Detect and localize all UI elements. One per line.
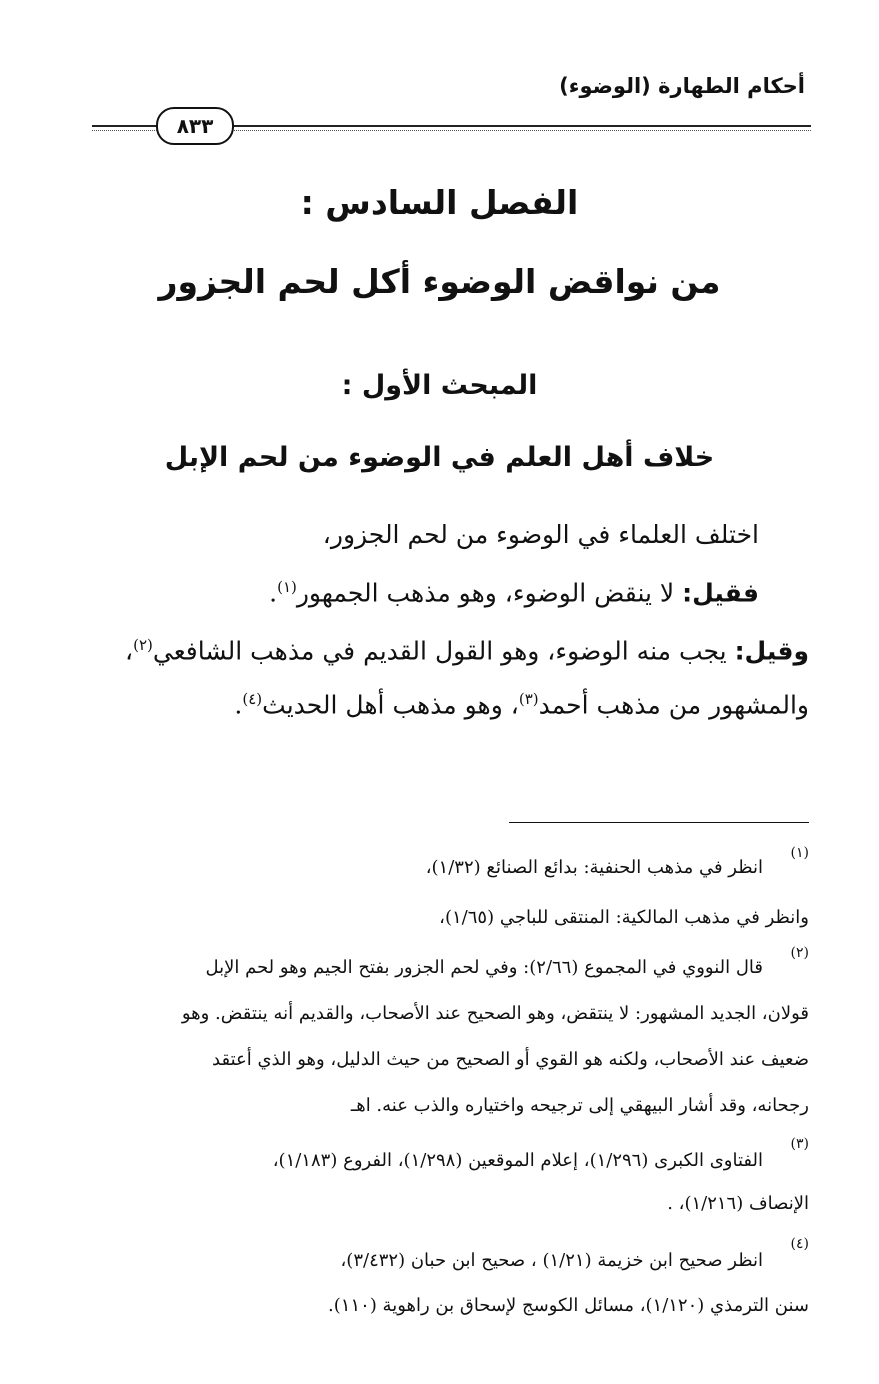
footnote-4-line-2: سنن الترمذي (١/١٢٠)، مسائل الكوسج لإسحاق بن راهوية (١١٠). bbox=[328, 1295, 809, 1316]
section-title: خلاف أهل العلم في الوضوء من لحم الإبل bbox=[164, 442, 715, 473]
body-line-1: اختلف العلماء في الوضوء من لحم الجزور، bbox=[322, 520, 759, 549]
body-line-3 bbox=[125, 636, 809, 665]
body-text: ، وهو مذهب أهل الحديث bbox=[262, 690, 519, 720]
footnote-3-line-2: الإنصاف (١/٢١٦)، . bbox=[667, 1193, 809, 1214]
footnote-2-line-3: ضعيف عند الأصحاب، ولكنه هو القوي أو الصحيح من حيث الدليل، وهو الذي أعتقد bbox=[212, 1049, 809, 1070]
footnote-2-line-1: قال النووي في المجموع (٢/٦٦): وفي لحم الجزور بفتح الجيم وهو لحم الإبل bbox=[205, 957, 763, 978]
footnote-2-mark: (٢) bbox=[790, 945, 809, 961]
body-punct: ، bbox=[125, 636, 134, 666]
body-text: والمشهور من مذهب أحمد bbox=[538, 690, 809, 720]
body-text: يجب منه الوضوء، وهو القول القديم في مذهب الشافعي bbox=[152, 636, 735, 666]
body-punct: . bbox=[269, 578, 278, 608]
running-title: أحكام الطهارة (الوضوء) bbox=[559, 74, 805, 98]
footnote-ref: (١) bbox=[277, 578, 297, 596]
footnote-1-line-2: وانظر في مذهب المالكية: المنتقى للباجي (١/٦٥)، bbox=[439, 907, 809, 928]
footnote-4-line-1: انظر صحيح ابن خزيمة (١/٢١) ، صحيح ابن حبان (٣/٤٣٢)، bbox=[340, 1250, 763, 1271]
footnote-ref: (٤) bbox=[242, 690, 263, 708]
footnote-2-line-2: قولان، الجديد المشهور: لا ينتقض، وهو الصحيح عند الأصحاب، والقديم أنه ينتقض. وهو bbox=[181, 1003, 809, 1024]
body-line-4 bbox=[234, 690, 809, 719]
chapter-heading: الفصل السادس : bbox=[300, 183, 579, 222]
section-heading: المبحث الأول : bbox=[341, 370, 538, 401]
body-text: لا ينقض الوضوء، وهو مذهب الجمهور bbox=[296, 578, 683, 608]
footnote-3-line-1: الفتاوى الكبرى (١/٢٩٦)، إعلام الموقعين (١/٢٩٨)، الفروع (١/١٨٣)، bbox=[272, 1150, 763, 1171]
lead-word-waqil: وقيل: bbox=[734, 636, 809, 666]
footnote-1-mark: (١) bbox=[790, 845, 809, 861]
chapter-title: من نواقض الوضوء أكل لحم الجزور bbox=[158, 262, 721, 301]
footnote-separator bbox=[509, 822, 809, 823]
footnote-3-mark: (٣) bbox=[790, 1136, 809, 1152]
body-line-2 bbox=[269, 578, 759, 607]
footnote-1-line-1: انظر في مذهب الحنفية: بدائع الصنائع (١/٣٢)، bbox=[425, 857, 763, 878]
footnote-2-line-4: رجحانه، وقد أشار البيهقي إلى ترجيحه واختياره والذب عنه. اهـ bbox=[350, 1095, 809, 1116]
footnote-ref: (٢) bbox=[133, 636, 153, 654]
footnote-4-mark: (٤) bbox=[790, 1236, 809, 1252]
body-punct: . bbox=[234, 690, 243, 720]
footnote-ref: (٣) bbox=[518, 690, 539, 708]
page-number: ٨٣٣ bbox=[156, 107, 234, 145]
lead-word-faqil: فقيل: bbox=[682, 578, 759, 608]
